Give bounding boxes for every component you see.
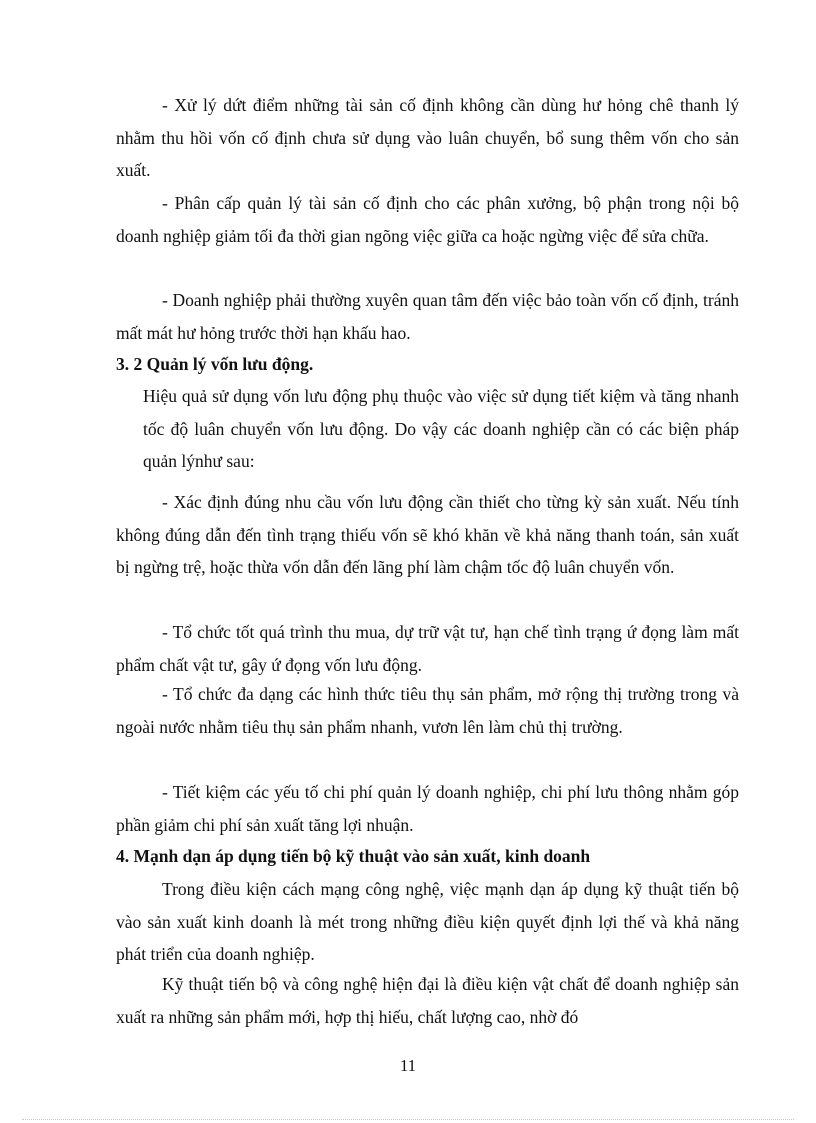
paragraph-advanced-technology: Kỹ thuật tiến bộ và công nghệ hiện đại là điều kiện vật chất để doanh nghiệp sản xuất ra những sản phẩm mới, hợp thị hiếu, chất lượng cao, nhờ đó	[116, 974, 739, 1027]
page-bottom-divider	[22, 1119, 794, 1120]
paragraph-technology-revolution: Trong điều kiện cách mạng công nghệ, việc mạnh dạn áp dụng kỹ thuật tiến bộ vào sản xuất kinh doanh là mét trong những điều kiện quyết định lợi thế và khả năng phát triển của doanh nghiệp.	[116, 879, 739, 964]
section-heading-working-capital: 3. 2 Quản lý vốn lưu động.	[116, 354, 314, 374]
paragraph-dispose-fixed-assets: - Xử lý dứt điểm những tài sản cố định không cần dùng hư hỏng chê thanh lý nhằm thu hồi vốn cố định chưa sử dụng vào luân chuyển, bổ sung thêm vốn cho sản xuất.	[116, 95, 739, 180]
paragraph-save-costs: - Tiết kiệm các yếu tố chi phí quản lý doanh nghiệp, chi phí lưu thông nhằm góp phần giảm chi phí sản xuất tăng lợi nhuận.	[116, 782, 739, 835]
paragraph-decentralize-management: - Phân cấp quản lý tài sản cố định cho các phân xưởng, bộ phận trong nội bộ doanh nghiệp giảm tối đa thời gian ngõng việc giữa ca hoặc ngừng việc để sửa chữa.	[116, 193, 739, 246]
paragraph-preserve-fixed-capital: - Doanh nghiệp phải thường xuyên quan tâm đến việc bảo toàn vốn cố định, tránh mất mát hư hỏng trước thời hạn khấu hao.	[116, 290, 739, 343]
section-heading-technology: 4. Mạnh dạn áp dụng tiến bộ kỹ thuật vào sản xuất, kinh doanh	[116, 846, 591, 866]
paragraph-diversify-sales: - Tổ chức đa dạng các hình thức tiêu thụ sản phẩm, mở rộng thị trường trong và ngoài nước nhằm tiêu thụ sản phẩm nhanh, vươn lên làm chủ thị trường.	[116, 684, 739, 737]
paragraph-organize-purchasing: - Tổ chức tốt quá trình thu mua, dự trữ vật tư, hạn chế tình trạng ứ đọng làm mất phẩm chất vật tư, gây ứ đọng vốn lưu động.	[116, 622, 739, 675]
paragraph-working-capital-efficiency: Hiệu quả sử dụng vốn lưu động phụ thuộc vào việc sử dụng tiết kiệm và tăng nhanh tốc độ luân chuyển vốn lưu động. Do vậy các doanh nghiệp cần có các biện pháp quản lýnhư sau:	[143, 386, 739, 471]
paragraph-determine-capital-needs: - Xác định đúng nhu cầu vốn lưu động cần thiết cho từng kỳ sản xuất. Nếu tính không đúng dẫn đến tình trạng thiếu vốn sẽ khó khăn về khả năng thanh toán, sản xuất bị ngừng trệ, hoặc thừa vốn dẫn đến lãng phí làm chậm tốc độ luân chuyển vốn.	[116, 492, 739, 577]
page-number: 11	[399, 1056, 417, 1075]
